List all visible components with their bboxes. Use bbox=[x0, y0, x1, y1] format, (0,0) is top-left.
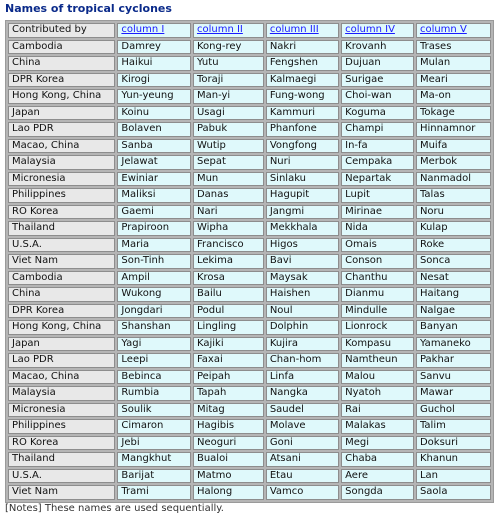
table-row bbox=[8, 320, 491, 335]
column-2-cell: Bualoi bbox=[193, 452, 264, 467]
column-4-cell: Nyatoh bbox=[341, 386, 414, 401]
column-3-cell: Goni bbox=[266, 436, 339, 451]
country-cell: Philippines bbox=[8, 188, 115, 203]
column-2-cell: Peipah bbox=[193, 370, 264, 385]
column-2-cell: Matmo bbox=[193, 469, 264, 484]
column-5-cell: Meari bbox=[416, 73, 491, 88]
column-2-cell: Francisco bbox=[193, 238, 264, 253]
column-4-cell: Malou bbox=[341, 370, 414, 385]
column-3-cell: Nangka bbox=[266, 386, 339, 401]
column-4-cell: Omais bbox=[341, 238, 414, 253]
column-5-cell: Mawar bbox=[416, 386, 491, 401]
country-cell: Philippines bbox=[8, 419, 115, 434]
column-3-cell: Fung-wong bbox=[266, 89, 339, 104]
column-4-cell: Krovanh bbox=[341, 40, 414, 55]
table-body bbox=[8, 40, 491, 500]
column-2-cell: Wipha bbox=[193, 221, 264, 236]
column-3-cell: Chan-hom bbox=[266, 353, 339, 368]
header-column-1-cell bbox=[117, 23, 191, 38]
column-5-cell: Khanun bbox=[416, 452, 491, 467]
country-cell: Thailand bbox=[8, 221, 115, 236]
country-cell: Micronesia bbox=[8, 172, 115, 187]
table-row bbox=[8, 469, 491, 484]
column-5-cell: Guchol bbox=[416, 403, 491, 418]
table-row bbox=[8, 89, 491, 104]
column-3-cell: Molave bbox=[266, 419, 339, 434]
column-1-cell: Leepi bbox=[117, 353, 191, 368]
country-cell: Lao PDR bbox=[8, 353, 115, 368]
table-row bbox=[8, 386, 491, 401]
column-1-cell: Kirogi bbox=[117, 73, 191, 88]
table-row bbox=[8, 122, 491, 137]
column-5-cell: Saola bbox=[416, 485, 491, 500]
column-3-cell: Etau bbox=[266, 469, 339, 484]
country-cell: Macao, China bbox=[8, 139, 115, 154]
column-5-cell: Muifa bbox=[416, 139, 491, 154]
country-cell: Malaysia bbox=[8, 386, 115, 401]
column-3-cell: Linfa bbox=[266, 370, 339, 385]
table-row bbox=[8, 205, 491, 220]
column-5-cell: Tokage bbox=[416, 106, 491, 121]
table-row bbox=[8, 172, 491, 187]
table-row bbox=[8, 139, 491, 154]
column-2-cell: Lingling bbox=[193, 320, 264, 335]
column-1-cell: Ampil bbox=[117, 271, 191, 286]
column-3-cell: Hagupit bbox=[266, 188, 339, 203]
country-cell: RO Korea bbox=[8, 436, 115, 451]
column-1-cell: Jelawat bbox=[117, 155, 191, 170]
column-4-cell: Chanthu bbox=[341, 271, 414, 286]
column-5-cell: Haitang bbox=[416, 287, 491, 302]
header-column-2-cell bbox=[193, 23, 264, 38]
table-row bbox=[8, 221, 491, 236]
column-1-cell: Yagi bbox=[117, 337, 191, 352]
table-header-row bbox=[8, 23, 491, 38]
column-2-cell: Halong bbox=[193, 485, 264, 500]
column-4-cell: Mirinae bbox=[341, 205, 414, 220]
column-4-cell: Cempaka bbox=[341, 155, 414, 170]
country-cell: Hong Kong, China bbox=[8, 320, 115, 335]
column-4-cell: Lionrock bbox=[341, 320, 414, 335]
country-cell: Malaysia bbox=[8, 155, 115, 170]
cyclone-names-table bbox=[5, 20, 494, 503]
table-row bbox=[8, 337, 491, 352]
column-2-cell: Sepat bbox=[193, 155, 264, 170]
column-2-cell: Pabuk bbox=[193, 122, 264, 137]
column-2-cell: Nari bbox=[193, 205, 264, 220]
column-4-cell: Surigae bbox=[341, 73, 414, 88]
column-1-cell: Bebinca bbox=[117, 370, 191, 385]
table-row bbox=[8, 287, 491, 302]
column-3-cell: Nakri bbox=[266, 40, 339, 55]
column-1-cell: Maria bbox=[117, 238, 191, 253]
column-1-cell: Soulik bbox=[117, 403, 191, 418]
column-3-cell: Nuri bbox=[266, 155, 339, 170]
column-5-cell: Noru bbox=[416, 205, 491, 220]
column-5-cell: Pakhar bbox=[416, 353, 491, 368]
column-2-cell: Podul bbox=[193, 304, 264, 319]
header-column-5-cell bbox=[416, 23, 491, 38]
table-row bbox=[8, 419, 491, 434]
column-5-cell: Merbok bbox=[416, 155, 491, 170]
column-2-cell: Wutip bbox=[193, 139, 264, 154]
column-1-cell: Sanba bbox=[117, 139, 191, 154]
column-2-cell: Usagi bbox=[193, 106, 264, 121]
column-3-cell: Jangmi bbox=[266, 205, 339, 220]
table-row bbox=[8, 353, 491, 368]
column-4-cell: Rai bbox=[341, 403, 414, 418]
column-1-cell: Haikui bbox=[117, 56, 191, 71]
country-cell: Viet Nam bbox=[8, 254, 115, 269]
column-1-cell: Jongdari bbox=[117, 304, 191, 319]
table-row bbox=[8, 370, 491, 385]
column-1-link[interactable]: column I bbox=[121, 24, 165, 36]
column-3-cell: Kammuri bbox=[266, 106, 339, 121]
column-5-cell: Ma-on bbox=[416, 89, 491, 104]
column-2-cell: Danas bbox=[193, 188, 264, 203]
column-2-cell: Tapah bbox=[193, 386, 264, 401]
column-4-cell: Nepartak bbox=[341, 172, 414, 187]
table-row bbox=[8, 271, 491, 286]
column-4-cell: Dianmu bbox=[341, 287, 414, 302]
column-5-cell: Sanvu bbox=[416, 370, 491, 385]
table-row bbox=[8, 188, 491, 203]
country-cell: Cambodia bbox=[8, 271, 115, 286]
table-row bbox=[8, 436, 491, 451]
column-3-cell: Vamco bbox=[266, 485, 339, 500]
country-cell: Macao, China bbox=[8, 370, 115, 385]
column-4-link[interactable]: column IV bbox=[345, 24, 395, 36]
column-3-cell: Haishen bbox=[266, 287, 339, 302]
table-row bbox=[8, 155, 491, 170]
column-5-cell: Sonca bbox=[416, 254, 491, 269]
column-5-cell: Talim bbox=[416, 419, 491, 434]
column-4-cell: Megi bbox=[341, 436, 414, 451]
column-2-cell: Mitag bbox=[193, 403, 264, 418]
column-1-cell: Barijat bbox=[117, 469, 191, 484]
column-4-cell: Conson bbox=[341, 254, 414, 269]
column-5-cell: Roke bbox=[416, 238, 491, 253]
country-cell: Micronesia bbox=[8, 403, 115, 418]
column-1-cell: Rumbia bbox=[117, 386, 191, 401]
column-4-cell: Nida bbox=[341, 221, 414, 236]
column-1-cell: Ewiniar bbox=[117, 172, 191, 187]
table-row bbox=[8, 73, 491, 88]
cyclone-names-table-wrapper bbox=[5, 20, 494, 503]
header-contributed-by: Contributed by bbox=[8, 23, 115, 38]
column-3-cell: Mekkhala bbox=[266, 221, 339, 236]
column-3-link[interactable]: column III bbox=[269, 24, 319, 36]
column-4-cell: Lupit bbox=[341, 188, 414, 203]
header-column-3-cell bbox=[266, 23, 339, 38]
column-3-cell: Higos bbox=[266, 238, 339, 253]
country-cell: Cambodia bbox=[8, 40, 115, 55]
column-2-cell: Mun bbox=[193, 172, 264, 187]
column-4-cell: Songda bbox=[341, 485, 414, 500]
country-cell: Viet Nam bbox=[8, 485, 115, 500]
column-3-cell: Saudel bbox=[266, 403, 339, 418]
column-5-cell: Nanmadol bbox=[416, 172, 491, 187]
column-2-cell: Kajiki bbox=[193, 337, 264, 352]
table-row bbox=[8, 403, 491, 418]
table-row bbox=[8, 238, 491, 253]
column-2-cell: Neoguri bbox=[193, 436, 264, 451]
column-1-cell: Trami bbox=[117, 485, 191, 500]
page-title: Names of tropical cyclones bbox=[5, 2, 172, 15]
country-cell: U.S.A. bbox=[8, 469, 115, 484]
column-5-cell: Yamaneko bbox=[416, 337, 491, 352]
column-1-cell: Shanshan bbox=[117, 320, 191, 335]
column-1-cell: Yun-yeung bbox=[117, 89, 191, 104]
column-4-cell: Mindulle bbox=[341, 304, 414, 319]
column-5-link[interactable]: column V bbox=[419, 24, 467, 36]
country-cell: Japan bbox=[8, 337, 115, 352]
column-1-cell: Cimaron bbox=[117, 419, 191, 434]
column-3-cell: Kalmaegi bbox=[266, 73, 339, 88]
column-4-cell: Malakas bbox=[341, 419, 414, 434]
column-3-cell: Noul bbox=[266, 304, 339, 319]
column-2-cell: Bailu bbox=[193, 287, 264, 302]
country-cell: Lao PDR bbox=[8, 122, 115, 137]
column-5-cell: Nalgae bbox=[416, 304, 491, 319]
column-5-cell: Kulap bbox=[416, 221, 491, 236]
column-5-cell: Doksuri bbox=[416, 436, 491, 451]
column-3-cell: Atsani bbox=[266, 452, 339, 467]
column-2-cell: Krosa bbox=[193, 271, 264, 286]
table-row bbox=[8, 452, 491, 467]
column-2-cell: Man-yi bbox=[193, 89, 264, 104]
column-1-cell: Wukong bbox=[117, 287, 191, 302]
column-3-cell: Phanfone bbox=[266, 122, 339, 137]
column-1-cell: Jebi bbox=[117, 436, 191, 451]
table-row bbox=[8, 304, 491, 319]
column-1-cell: Damrey bbox=[117, 40, 191, 55]
column-3-cell: Dolphin bbox=[266, 320, 339, 335]
column-5-cell: Nesat bbox=[416, 271, 491, 286]
column-2-link[interactable]: column II bbox=[196, 24, 243, 36]
header-column-4-cell bbox=[341, 23, 414, 38]
column-2-cell: Hagibis bbox=[193, 419, 264, 434]
column-1-cell: Gaemi bbox=[117, 205, 191, 220]
column-5-cell: Talas bbox=[416, 188, 491, 203]
column-4-cell: Dujuan bbox=[341, 56, 414, 71]
column-1-cell: Maliksi bbox=[117, 188, 191, 203]
column-2-cell: Lekima bbox=[193, 254, 264, 269]
column-3-cell: Vongfong bbox=[266, 139, 339, 154]
column-4-cell: Champi bbox=[341, 122, 414, 137]
column-4-cell: Namtheun bbox=[341, 353, 414, 368]
country-cell: Thailand bbox=[8, 452, 115, 467]
column-3-cell: Kujira bbox=[266, 337, 339, 352]
table-row bbox=[8, 106, 491, 121]
column-5-cell: Banyan bbox=[416, 320, 491, 335]
column-2-cell: Kong-rey bbox=[193, 40, 264, 55]
column-1-cell: Koinu bbox=[117, 106, 191, 121]
column-1-cell: Son-Tinh bbox=[117, 254, 191, 269]
column-2-cell: Toraji bbox=[193, 73, 264, 88]
column-4-cell: Aere bbox=[341, 469, 414, 484]
column-4-cell: Choi-wan bbox=[341, 89, 414, 104]
table-row bbox=[8, 254, 491, 269]
column-3-cell: Bavi bbox=[266, 254, 339, 269]
country-cell: RO Korea bbox=[8, 205, 115, 220]
country-cell: U.S.A. bbox=[8, 238, 115, 253]
column-2-cell: Yutu bbox=[193, 56, 264, 71]
column-4-cell: Kompasu bbox=[341, 337, 414, 352]
column-2-cell: Faxai bbox=[193, 353, 264, 368]
notes-text: [Notes] These names are used sequentially. bbox=[5, 503, 224, 514]
column-3-cell: Maysak bbox=[266, 271, 339, 286]
column-5-cell: Lan bbox=[416, 469, 491, 484]
country-cell: Hong Kong, China bbox=[8, 89, 115, 104]
column-1-cell: Prapiroon bbox=[117, 221, 191, 236]
country-cell: DPR Korea bbox=[8, 304, 115, 319]
country-cell: DPR Korea bbox=[8, 73, 115, 88]
column-5-cell: Hinnamnor bbox=[416, 122, 491, 137]
column-4-cell: Chaba bbox=[341, 452, 414, 467]
column-4-cell: In-fa bbox=[341, 139, 414, 154]
column-4-cell: Koguma bbox=[341, 106, 414, 121]
column-3-cell: Sinlaku bbox=[266, 172, 339, 187]
table-row bbox=[8, 40, 491, 55]
table-row bbox=[8, 56, 491, 71]
country-cell: China bbox=[8, 287, 115, 302]
column-5-cell: Trases bbox=[416, 40, 491, 55]
column-3-cell: Fengshen bbox=[266, 56, 339, 71]
column-1-cell: Mangkhut bbox=[117, 452, 191, 467]
table-row bbox=[8, 485, 491, 500]
country-cell: China bbox=[8, 56, 115, 71]
column-1-cell: Bolaven bbox=[117, 122, 191, 137]
country-cell: Japan bbox=[8, 106, 115, 121]
column-5-cell: Mulan bbox=[416, 56, 491, 71]
